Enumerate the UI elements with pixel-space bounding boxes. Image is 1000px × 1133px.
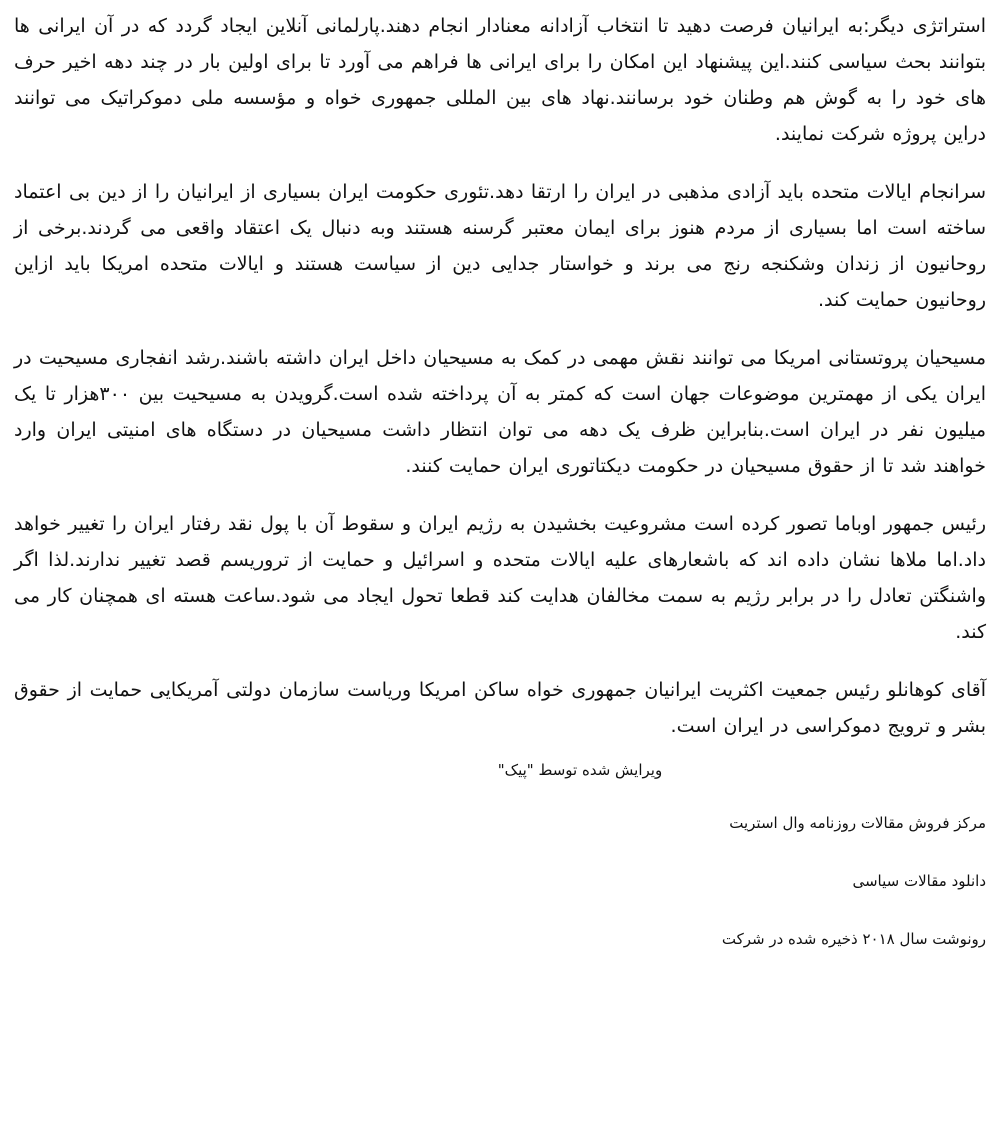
editor-note: ویرایش شده توسط "پیک" [497,761,663,779]
paragraph-author: آقای کوهانلو رئیس جمعیت اکثریت ایرانیان جمهوری خواه ساکن امریکا وریاست سازمان دولتی آمریکایی حمایت از حقوق بشر و ترویج دموکراسی در ایران است. [14,679,986,737]
footer-line-download: دانلود مقالات سیاسی [852,872,986,890]
paragraph-christians: مسیحیان پروتستانی امریکا می توانند نقش مهمی در کمک به مسیحیان داخل ایران داشته باشند.رشد انفجاری مسیحیت در ایران یکی از مهمترین موضوعات جهان است که کمتر به آن پرداخته شده است.گرویدن به مسیحیت بین ۳۰۰هزار تا یک میلیون نفر در ایران است.بنابراین ظرف یک دهه می توان انتظار داشت مسیحیان در دستگاه های امنیتی ایران وارد خواهند شد تا از حقوق مسیحیان در حکومت دیکتاتوری ایران حمایت کنند. [14,347,986,477]
paragraph-strategy: استراتژی دیگر:به ایرانیان فرصت دهید تا انتخاب آزادانه معنادار انجام دهند.پارلمانی آنلاین ایجاد گردد که در آن ایرانی ها بتوانند بحث سیاسی کنند.این پیشنهاد این امکان را برای ایرانی ها فراهم می آورد تا برای اولین بار در چند دهه اخیر حرف های خود را به گوش هم وطنان خود برسانند.نهاد های بین المللی جمهوری خواه و مؤسسه ملی دموکراتیک می توانند دراین پروژه شرکت نمایند. [14,15,986,145]
footer-line-copyright: رونوشت سال ۲۰۱۸ ذخیره شده در شرکت [721,930,986,948]
footer-line-sales-center: مرکز فروش مقالات روزنامه وال استریت [729,814,986,832]
paragraph-religious-freedom: سرانجام ایالات متحده باید آزادی مذهبی در ایران را ارتقا دهد.تئوری حکومت ایران بسیاری از ایرانیان را از دین بی اعتماد ساخته است اما بسیاری از مردم هنوز برای ایمان معتبر گرسنه هستند وبه دنبال یک اعتقاد واقعی می گردند.برخی از روحانیون از زندان وشکنجه رنج می برند و خواستار جدایی دین از سیاست هستند و ایالات متحده امریکا باید ازاین روحانیون حمایت کند. [14,181,986,311]
paragraph-obama: رئیس جمهور اوباما تصور کرده است مشروعیت بخشیدن به رژیم ایران و سقوط آن با پول نقد رفتار ایران را تغییر خواهد داد.اما ملاها نشان داده اند که باشعارهای علیه ایالات متحده و اسرائیل و حمایت از تروریسم قصد تغییر ندارند.لذا اگر واشنگتن تعادل را در برابر رژیم به سمت مخالفان هدایت کند قطعا تحول ایجاد می شود.ساعت هسته ای همچنان کار می کند. [14,513,986,643]
